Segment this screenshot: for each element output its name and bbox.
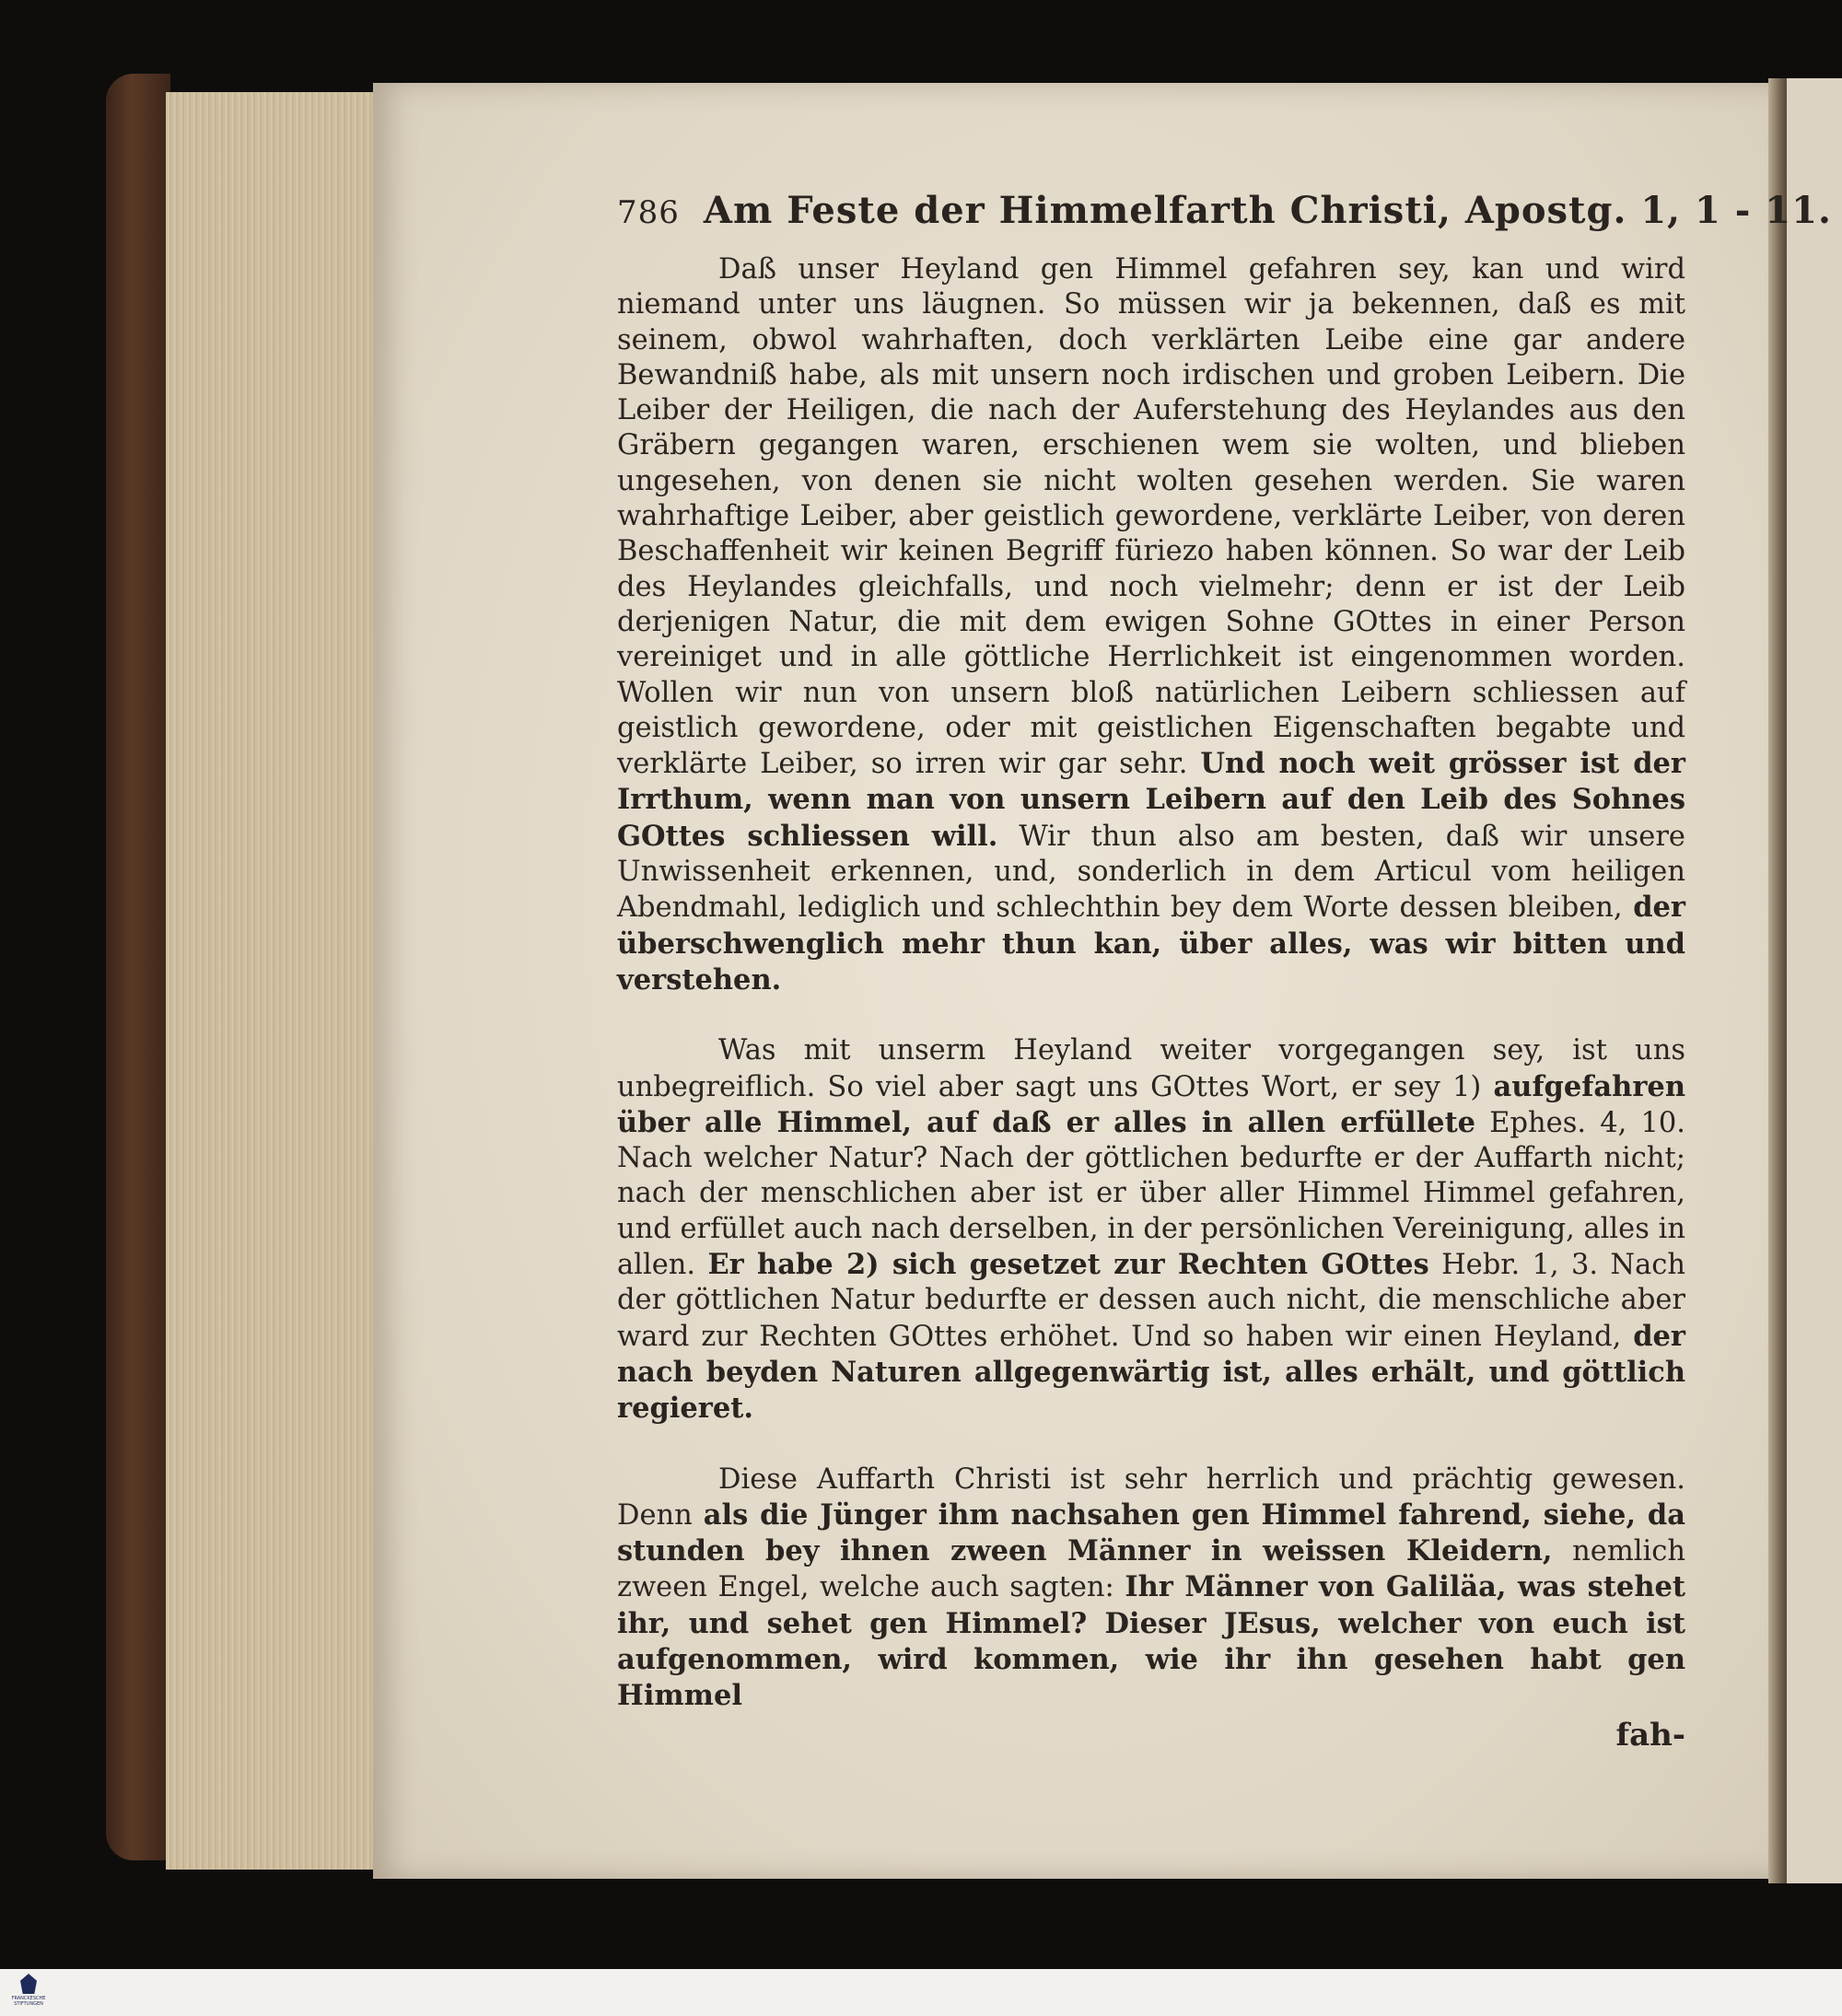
page-header [617, 189, 1832, 232]
paragraph-3-quote-1: als die Jünger ihm nachsahen gen Himmel fahrend, siehe, da stunden bey ihnen zween Männer in weissen Kleidern, [617, 1497, 1685, 1568]
page-fore-edge [166, 92, 378, 1870]
paragraph-3-quote-2: Ihr Männer von Galiläa, was stehet ihr, und sehet gen Himmel? Dieser JEsus, welcher von euch ist aufgenommen, wird kommen, wie ihr ihn gesehen habt gen Himmel [617, 1570, 1685, 1713]
paragraph-2-b: Ephes. 4, 10. Nach welcher Natur? Nach der göttlichen bedurfte er der Auffarth nicht; nach der menschlichen aber ist er über aller Himmel Himmel gefahren, und erfüllet auch nach derselben, in der persönlichen Vereinigung, alles in allen. [617, 1106, 1685, 1282]
paragraph-2-quote-1: aufgefahren über alle Himmel, auf daß er alles in allen erfüllete [617, 1069, 1685, 1139]
page-number: 786 [617, 194, 680, 231]
catchword: fah- [1615, 1716, 1685, 1754]
paragraph-2-close: der nach beyden Naturen allgegenwärtig ist, alles erhält, und göttlich regieret. [617, 1319, 1685, 1426]
paragraph-1-close: der überschwenglich mehr thun kan, über alles, was wir bitten und verstehen. [617, 891, 1686, 996]
paragraph-3-b: nemlich zween Engel, welche auch sagten: [617, 1535, 1685, 1604]
page-text [617, 189, 1832, 1754]
paragraph-3-text: Diese Auffarth Christi ist sehr herrlich und prächtig gewesen. Denn [617, 1462, 1685, 1532]
institution-logo [7, 1971, 50, 2013]
paragraph-2-text: Was mit unserm Heyland weiter vorgegangen sey, ist uns unbegreiflich. So viel aber sagt uns GOttes Wort, er sey 1) [617, 1034, 1685, 1103]
running-title: Am Feste der Himmelfarth Christi, Apostg. 1, 1 - 11. [703, 189, 1832, 232]
logo-text: FRANCKESCHE STIFTUNGEN [11, 1996, 46, 2007]
paragraph-1-text: Daß unser Heyland gen Himmel gefahren sey, kan und wird niemand unter uns läugnen. So müssen wir ja bekennen, daß es mit seinem, obwol wahrhaften, doch verklärten Leibe eine gar andere Bewandniß habe, als mit unsern noch irdischen und groben Leibern. Die Leiber der Heiligen, die nach der Auferstehung des Heylandes aus den Gräbern gegangen waren, erschienen wem sie wolten, und blieben ungesehen, von denen sie nicht wolten gesehen werden. Sie waren wahrhaftige Leiber, aber geistlich gewordene, verklärte Leiber, von deren Beschaffenheit wir keinen Begriff füriezo haben können. So war der Leib des Heylandes gleichfalls, und noch vielmehr; denn er ist der Leib derjenigen Natur, die mit dem ewigen Sohne GOttes in einer Person vereiniget und in alle göttliche Herrlichkeit ist eingenommen worden. Wollen wir nun von unsern bloß natürlichen Leibern schliessen auf geistlich gewordene, oder mit geistlichen Eigenschaften begabte und verklärte Leiber, so irren wir gar sehr. [617, 253, 1685, 781]
paragraph-2 [617, 1033, 1685, 1427]
paragraph-3 [617, 1462, 1685, 1715]
viewer-footer-bar [0, 1969, 1842, 2016]
book-cover-edge [106, 74, 170, 1860]
logo-emblem-icon [20, 1974, 37, 1994]
paragraph-2-quote-2: Er habe 2) sich gesetzet zur Rechten GOttes [707, 1248, 1429, 1282]
paragraph-1 [617, 252, 1685, 998]
paragraph-1-tail: Wir thun also am besten, daß wir unsere Unwissenheit erkennen, und, sonderlich in dem Articul vom heiligen Abendmahl, lediglich und schlechthin bey dem Worte dessen bleiben, [617, 820, 1685, 925]
paragraph-2-d: Hebr. 1, 3. Nach der göttlichen Natur bedurfte er dessen auch nicht, die menschliche aber ward zur Rechten GOttes erhöhet. Und so haben wir einen Heyland, [617, 1249, 1685, 1353]
paragraph-1-emphasis: Und noch weit grösser ist der Irrthum, wenn man von unsern Leibern auf den Leib des Sohnes GOttes schliessen will. [617, 747, 1685, 853]
facing-page-edge [1787, 78, 1842, 1883]
